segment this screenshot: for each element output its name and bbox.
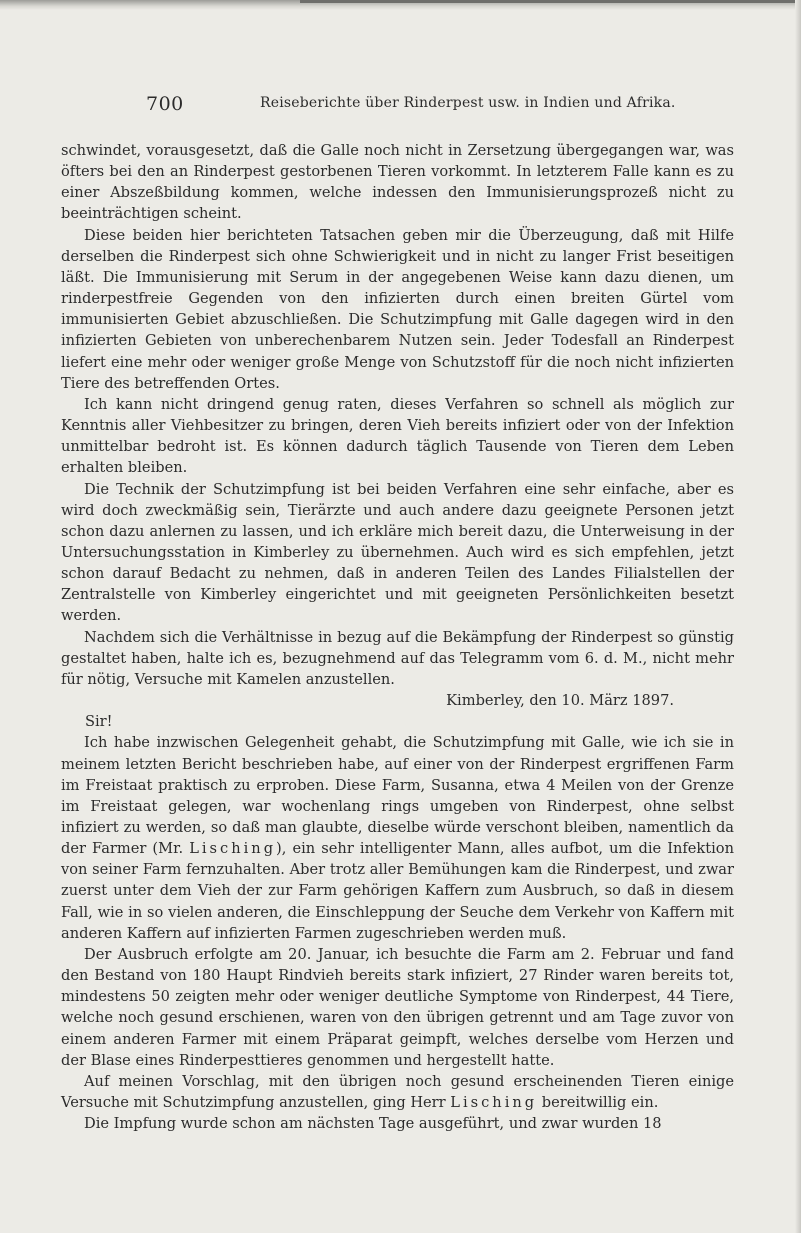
paragraph-8	[61, 1071, 734, 1113]
person-name-lisching-2: Lisching	[450, 1094, 538, 1112]
paragraph-5: Nachdem sich die Verhältnisse in bezug auf die Bekämpfung der Rinderpest so günstig gestaltet haben, halte ich es, bezugnehmend auf das Telegramm vom 6. d. M., nicht mehr für nötig, Versuche mit Kamelen anzustellen.	[61, 628, 734, 688]
paragraph-1: schwindet, vorausgesetzt, daß die Galle noch nicht in Zersetzung übergegangen war, was öfters bei den an Rinderpest gestorbenen Tieren vorkommt. In letzterem Falle kann es zu einer Abszeßbildung kommen, welche indessen den Immunisierungsprozeß nicht zu beeinträchtigen scheint.	[61, 142, 734, 223]
paragraph-7: Der Ausbruch erfolgte am 20. Januar, ich besuchte die Farm am 2. Februar und fand den Bestand von 180 Haupt Rindvieh bereits stark infiziert, 27 Rinder waren bereits tot, mindestens 50 zeigten mehr oder weniger deutliche Symptome von Rinderpest, 44 Tiere, welche noch gesund erschienen, waren von den übrigen getrennt und am Tage zuvor von einem anderen Farmer mit einem Präparat geimpft, welches derselbe vom Herzen und der Blase eines Rinderpesttieres genommen und hergestellt hatte.	[61, 945, 734, 1069]
scan-right-edge	[795, 0, 801, 1233]
paragraph-8-part-a: Auf meinen Vorschlag, mit den übrigen noch gesund erscheinenden Tieren einige Versuche mit Schutzimpfung anzustellen, ging Herr	[61, 1072, 734, 1112]
page-number: 700	[146, 93, 184, 115]
paragraph-6-part-a: Ich habe inzwischen Gelegenheit gehabt, die Schutzimpfung mit Galle, wie ich sie in meinem letzten Bericht beschrieben habe, auf einer von der Rinderpest ergriffenen Farm im Freistaat praktisch zu erproben. Diese Farm, Susanna, etwa 4 Meilen von der Grenze im Freistaat gelegen, war wochenlang rings umgeben von Rinderpest, ohne selbst infiziert zu werden, so daß man glaubte, dieselbe würde verschont bleiben, namentlich da der Farmer (Mr.	[61, 734, 734, 858]
paragraph-2: Diese beiden hier berichteten Tatsachen geben mir die Überzeugung, daß mit Hilfe derselben die Rinderpest sich ohne Schwierigkeit und in nicht zu langer Frist beseitigen läßt. Die Immunisierung mit Serum in der angegebenen Weise kann dazu dienen, um rinderpestfreie Gegenden von den infizierten durch einen breiten Gürtel vom immunisierten Gebiet abzuschließen. Die Schutzimpfung mit Galle dagegen wird in den infizierten Gebieten von unberechenbarem Nutzen sein. Jeder Todesfall an Rinderpest liefert eine mehr oder weniger große Menge von Schutzstoff für die noch nicht infizierten Tiere des betreffenden Ortes.	[61, 226, 734, 392]
paragraph-9: Die Impfung wurde schon am nächsten Tage ausgeführt, und zwar wurden 18	[84, 1115, 662, 1133]
page-header	[146, 93, 706, 117]
paragraph-6-part-b: ), ein sehr intelligenter Mann, alles aufbot, um die Infektion von seiner Farm fernzuhalten. Aber trotz aller Bemühungen kam die Rinderpest, und zwar zuerst unter dem Vieh der zur Farm gehörigen Kaffern zum Ausbruch, so daß in diesem Fall, wie in so vielen anderen, die Einschleppung der Seuche dem Verkehr von Kaffern mit anderen Kaffern auf infizierten Farmen zugeschrieben werden muß.	[61, 840, 734, 942]
page-body	[61, 140, 734, 1134]
letter-salutation: Sir!	[85, 713, 113, 731]
person-name-lisching: Lisching	[189, 840, 277, 858]
letter-dateline: Kimberley, den 10. März 1897.	[446, 692, 674, 710]
paragraph-4: Die Technik der Schutzimpfung ist bei beiden Verfahren eine sehr einfache, aber es wird doch zweckmäßig sein, Tierärzte und auch andere dazu geeignete Personen jetzt schon dazu anlernen zu lassen, und ich erkläre mich bereit dazu, die Unterweisung in der Untersuchungsstation in Kimberley zu übernehmen. Auch wird es sich empfehlen, jetzt schon darauf Bedacht zu nehmen, daß in anderen Teilen des Landes Filialstellen der Zentralstelle von Kimberley eingerichtet und mit geeigneten Persönlichkeiten besetzt werden.	[61, 480, 734, 625]
paragraph-8-part-b: bereitwillig ein.	[537, 1094, 659, 1112]
running-title: Reiseberichte über Rinderpest usw. in Indien und Afrika.	[260, 95, 676, 111]
paragraph-6	[61, 732, 734, 944]
paragraph-3: Ich kann nicht dringend genug raten, dieses Verfahren so schnell als möglich zur Kenntnis aller Viehbesitzer zu bringen, deren Vieh bereits infiziert oder von der Infektion unmittelbar bedroht ist. Es können dadurch täglich Tausende von Tieren dem Leben erhalten bleiben.	[61, 395, 734, 477]
scan-top-edge	[0, 0, 801, 10]
